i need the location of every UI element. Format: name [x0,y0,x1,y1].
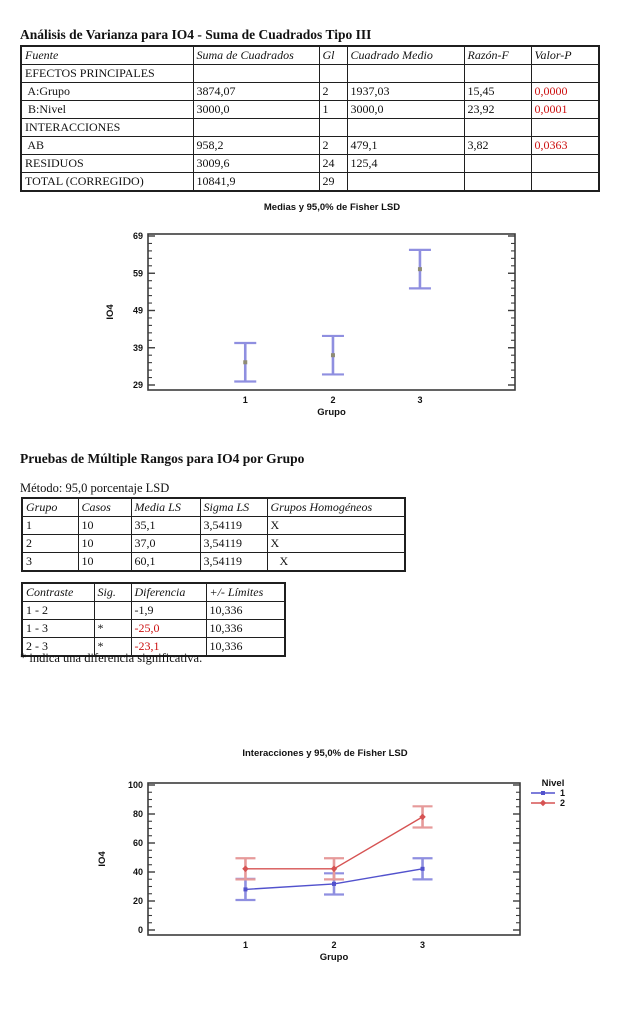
y-tick-label: 69 [132,231,143,242]
table-row [22,553,405,572]
table-row [21,83,599,101]
column-header: Sig. [94,583,131,602]
column-header: +/- Límites [206,583,285,602]
significance-footnote: * indica una diferencia significativa. [20,651,203,665]
column-header: Valor-P [531,46,599,65]
table-row [21,173,599,192]
contrasts-table [21,582,286,657]
y-axis-ticks [128,780,520,935]
table-cell [464,155,531,173]
table-cell: -1,9 [131,602,206,620]
data-point-marker [243,887,247,891]
y-axis-ticks [133,231,515,390]
data-point-marker [242,866,249,873]
table-cell: 15,45 [464,83,531,101]
table-cell: 60,1 [131,553,200,572]
table-cell: 2 [319,83,347,101]
table-cell: 3,54119 [200,535,267,553]
y-tick-label: 20 [132,896,143,907]
x-tick-label: 3 [420,940,426,950]
table-cell: 24 [319,155,347,173]
chart-title: Medias y 95,0% de Fisher LSD [263,202,401,213]
data-table [21,582,286,657]
table-cell: 37,0 [131,535,200,553]
table-cell: 3,54119 [200,517,267,535]
table-row [22,602,285,620]
table-row [21,65,599,83]
table-cell: 3000,0 [193,101,319,119]
table-cell: 1 - 3 [22,620,94,638]
table-cell: 10,336 [206,638,285,657]
interaction-plot [85,745,625,975]
table-cell [347,173,464,192]
legend [531,778,565,808]
table-cell [193,65,319,83]
table-cell: X [267,517,405,535]
table-cell: A:Grupo [21,83,193,101]
table-cell: 10,336 [206,620,285,638]
column-header: Casos [78,498,131,517]
table-cell: 10 [78,553,131,572]
column-header: Sigma LS [200,498,267,517]
data-point-marker [540,800,547,807]
table-cell [531,65,599,83]
header-row [22,583,285,602]
y-tick-label: 0 [137,925,143,936]
table-cell: 1 [22,517,78,535]
table-cell: AB [21,137,193,155]
y-tick-label: 100 [127,780,143,791]
y-tick-label: 59 [132,268,143,279]
data-point-marker [541,791,545,795]
table-cell: 0,0363 [531,137,599,155]
table-cell [531,155,599,173]
table-cell: 1937,03 [347,83,464,101]
legend-label: 1 [560,788,566,799]
y-tick-label: 39 [132,342,143,353]
column-header: Contraste [22,583,94,602]
table-row [22,517,405,535]
column-header: Gl [319,46,347,65]
y-tick-label: 49 [132,305,143,316]
legend-label: 2 [560,798,566,809]
legend-title: Nivel [541,778,565,789]
table-cell [347,119,464,137]
x-tick-label: 3 [417,395,423,405]
plot-box [148,234,515,390]
table-cell: 3,54119 [200,553,267,572]
table-cell [464,119,531,137]
ranges-section-title: Pruebas de Múltiple Rangos para IO4 por Grupo [20,451,305,466]
column-header: Media LS [131,498,200,517]
table-cell: 3874,07 [193,83,319,101]
table-cell: X [267,553,405,572]
table-cell: * [94,638,131,657]
x-axis-labels [243,940,425,950]
table-cell: 2 - 3 [22,638,94,657]
table-cell: 958,2 [193,137,319,155]
table-cell: 0,0000 [531,83,599,101]
column-header: Grupo [22,498,78,517]
homogeneous-groups-table [21,497,406,572]
x-tick-label: 1 [242,940,248,950]
table-cell: 29 [319,173,347,192]
column-header: Fuente [21,46,193,65]
x-axis-labels [243,395,423,405]
table-cell: 23,92 [464,101,531,119]
table-cell [464,173,531,192]
table-cell: 1 [319,101,347,119]
y-tick-label: 40 [132,867,143,878]
table-cell: 10 [78,535,131,553]
data-point-marker [243,360,247,364]
data-table [21,497,406,572]
data-point-marker [419,814,426,821]
y-axis-title: IO4 [105,304,116,320]
table-row [21,119,599,137]
data-point-marker [332,882,336,886]
anova-table [20,45,600,192]
anova-section-title: Análisis de Varianza para IO4 - Suma de Cuadrados Tipo III [20,27,372,42]
table-row [22,535,405,553]
table-cell: B:Nivel [21,101,193,119]
table-cell: 3000,0 [347,101,464,119]
x-tick-label: 2 [330,395,336,405]
table-cell: INTERACCIONES [21,119,193,137]
table-cell: 2 [22,535,78,553]
table-cell: 479,1 [347,137,464,155]
table-cell: * [94,620,131,638]
x-tick-label: 2 [331,940,337,950]
chart-title: Interacciones y 95,0% de Fisher LSD [242,748,408,759]
header-row [21,46,599,65]
table-row [21,155,599,173]
table-cell: 1 - 2 [22,602,94,620]
method-line: Método: 95,0 porcentaje LSD [20,481,170,495]
table-cell: 3009,6 [193,155,319,173]
data-point-marker [331,866,338,873]
column-header: Cuadrado Medio [347,46,464,65]
means-series [234,250,431,382]
table-cell: RESIDUOS [21,155,193,173]
y-tick-label: 60 [132,838,143,849]
table-cell [464,65,531,83]
table-cell: 10841,9 [193,173,319,192]
column-header: Razón-F [464,46,531,65]
table-cell [531,119,599,137]
x-tick-label: 1 [242,395,248,405]
table-cell [319,119,347,137]
header-row [22,498,405,517]
y-axis-title: IO4 [97,851,108,867]
y-tick-label: 29 [132,380,143,391]
y-tick-label: 80 [132,809,143,820]
table-cell: 3 [22,553,78,572]
table-cell: -23,1 [131,638,206,657]
data-point-marker [331,353,335,357]
table-cell [94,602,131,620]
table-cell [347,65,464,83]
table-cell: 0,0001 [531,101,599,119]
data-table [20,45,600,192]
column-header: Grupos Homogéneos [267,498,405,517]
table-cell: 10 [78,517,131,535]
table-cell: 3,82 [464,137,531,155]
table-cell: 10,336 [206,602,285,620]
data-point-marker [418,267,422,271]
table-cell: -25,0 [131,620,206,638]
table-cell [319,65,347,83]
means-plot [85,198,555,430]
data-point-marker [421,867,425,871]
table-cell: TOTAL (CORREGIDO) [21,173,193,192]
column-header: Suma de Cuadrados [193,46,319,65]
column-header: Diferencia [131,583,206,602]
x-axis-title: Grupo [319,952,349,963]
table-cell: 125,4 [347,155,464,173]
table-row [21,137,599,155]
table-row [22,620,285,638]
table-cell: X [267,535,405,553]
table-row [21,101,599,119]
table-cell [193,119,319,137]
x-axis-title: Grupo [317,407,346,418]
table-cell [531,173,599,192]
table-cell: 2 [319,137,347,155]
table-cell: 35,1 [131,517,200,535]
table-cell: EFECTOS PRINCIPALES [21,65,193,83]
